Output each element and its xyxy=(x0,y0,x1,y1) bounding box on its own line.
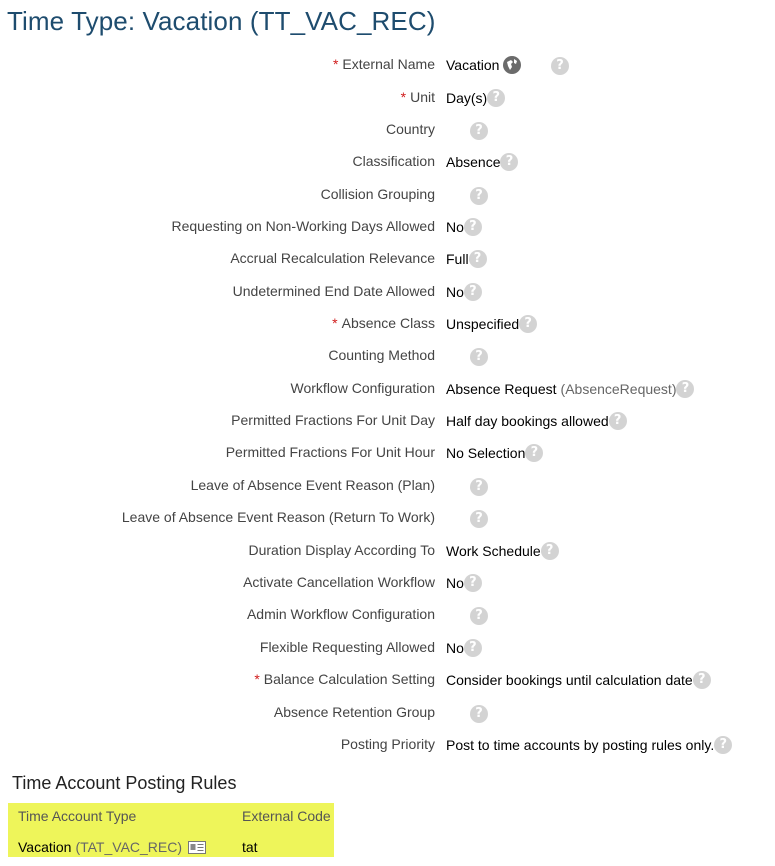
field-label-text: Permitted Fractions For Unit Hour xyxy=(225,444,435,460)
field-label-text: Classification xyxy=(352,153,435,169)
field-value-text: Day(s) xyxy=(446,90,488,106)
field-value-absence-class xyxy=(446,315,537,333)
field-label-leave-of-absence-event-reason-plan xyxy=(191,477,435,493)
column-header-external-code: External Code xyxy=(242,808,331,824)
field-row-unit xyxy=(0,87,775,109)
field-label-external-name xyxy=(333,56,435,72)
field-label-text: Posting Priority xyxy=(340,736,435,752)
column-header-time-account-type: Time Account Type xyxy=(18,808,137,824)
field-label-text: Absence Retention Group xyxy=(273,704,435,720)
field-label-admin-workflow-configuration xyxy=(247,606,435,622)
help-icon[interactable]: ? xyxy=(470,510,488,528)
field-label-text: Counting Method xyxy=(328,347,435,363)
help-icon[interactable]: ? xyxy=(541,542,559,560)
field-value-text: No xyxy=(446,640,464,656)
help-icon[interactable]: ? xyxy=(464,218,482,236)
field-label-accrual-recalculation-relevance xyxy=(230,250,435,266)
field-label-country xyxy=(386,121,435,137)
time-account-type-cell xyxy=(18,839,206,855)
time-account-type-name[interactable]: Vacation xyxy=(18,839,72,855)
field-label-collision-grouping xyxy=(321,186,435,202)
help-icon[interactable]: ? xyxy=(470,607,488,625)
field-label-flexible-requesting-allowed xyxy=(260,639,435,655)
field-label-text: Flexible Requesting Allowed xyxy=(259,639,435,655)
field-row-flexible-requesting-allowed xyxy=(0,637,775,659)
field-value-text: Work Schedule xyxy=(446,543,541,559)
field-label-text: Balance Calculation Setting xyxy=(263,671,435,687)
field-value-activate-cancellation-workflow xyxy=(446,574,482,592)
help-icon[interactable]: ? xyxy=(551,57,569,75)
field-label-text: Requesting on Non-Working Days Allowed xyxy=(171,218,435,234)
help-icon[interactable]: ? xyxy=(470,187,488,205)
field-label-text: Undetermined End Date Allowed xyxy=(232,283,435,299)
field-value-text: Absence Request xyxy=(446,381,557,397)
field-label-text: Permitted Fractions For Unit Day xyxy=(231,412,435,428)
field-label-text: Duration Display According To xyxy=(248,542,435,558)
field-value-text: Full xyxy=(446,251,469,267)
field-row-permitted-fractions-for-unit-hour xyxy=(0,442,775,464)
field-value-text: Consider bookings until calculation date xyxy=(446,672,693,688)
field-value-undetermined-end-date-allowed xyxy=(446,283,482,301)
field-row-absence-class xyxy=(0,313,775,335)
required-marker: * xyxy=(332,56,339,72)
field-value-code: (AbsenceRequest) xyxy=(560,381,677,397)
field-value-classification xyxy=(446,153,518,171)
field-label-permitted-fractions-for-unit-day xyxy=(231,412,435,428)
field-value-duration-display-according-to xyxy=(446,542,559,560)
field-row-leave-of-absence-event-reason-plan xyxy=(0,475,775,497)
field-row-collision-grouping xyxy=(0,184,775,206)
field-label-counting-method xyxy=(328,347,435,363)
field-row-workflow-configuration xyxy=(0,378,775,400)
field-value-flexible-requesting-allowed xyxy=(446,639,482,657)
external-code-cell: tat xyxy=(242,839,258,855)
help-icon[interactable]: ? xyxy=(464,639,482,657)
card-icon[interactable] xyxy=(188,841,206,854)
field-label-text: Leave of Absence Event Reason (Return To Work) xyxy=(121,509,435,525)
field-label-text: Absence Class xyxy=(341,315,435,331)
help-icon[interactable]: ? xyxy=(464,283,482,301)
help-icon[interactable]: ? xyxy=(470,122,488,140)
field-row-requesting-on-non-working-days-allowed xyxy=(0,216,775,238)
posting-rules-table xyxy=(8,803,334,857)
help-icon[interactable]: ? xyxy=(676,380,694,398)
field-label-requesting-on-non-working-days-allowed xyxy=(171,218,435,234)
field-row-permitted-fractions-for-unit-day xyxy=(0,410,775,432)
field-row-posting-priority xyxy=(0,734,775,756)
globe-icon[interactable] xyxy=(503,56,521,74)
page-title: Time Type: Vacation (TT_VAC_REC) xyxy=(7,6,436,36)
field-label-classification xyxy=(353,153,435,169)
required-marker: * xyxy=(400,89,407,105)
field-value-text: No xyxy=(446,575,464,591)
field-value-text: Post to time accounts by posting rules only. xyxy=(446,737,715,753)
field-value-workflow-configuration xyxy=(446,380,694,398)
help-icon[interactable]: ? xyxy=(470,348,488,366)
field-label-text: Admin Workflow Configuration xyxy=(246,606,435,622)
field-label-activate-cancellation-workflow xyxy=(243,574,435,590)
field-label-leave-of-absence-event-reason-return-to-work xyxy=(122,509,435,525)
field-value-unit xyxy=(446,89,505,107)
field-label-duration-display-according-to xyxy=(248,542,435,558)
field-value-text: Half day bookings allowed xyxy=(446,413,609,429)
field-label-text: Country xyxy=(385,121,435,137)
field-label-permitted-fractions-for-unit-hour xyxy=(226,444,435,460)
posting-rules-title: Time Account Posting Rules xyxy=(12,773,237,793)
field-value-external-name xyxy=(446,56,521,74)
field-label-text: Activate Cancellation Workflow xyxy=(243,574,435,590)
field-label-absence-class xyxy=(332,315,435,331)
field-label-text: Workflow Configuration xyxy=(290,380,435,396)
help-icon[interactable]: ? xyxy=(693,671,711,689)
field-label-text: Leave of Absence Event Reason (Plan) xyxy=(190,477,435,493)
field-row-undetermined-end-date-allowed xyxy=(0,281,775,303)
field-label-absence-retention-group xyxy=(274,704,435,720)
field-row-activate-cancellation-workflow xyxy=(0,572,775,594)
help-icon[interactable]: ? xyxy=(714,736,732,754)
help-icon[interactable]: ? xyxy=(519,315,537,333)
field-label-text: Collision Grouping xyxy=(320,186,435,202)
field-value-text: No xyxy=(446,219,464,235)
help-icon[interactable]: ? xyxy=(470,705,488,723)
field-value-permitted-fractions-for-unit-day xyxy=(446,412,627,430)
field-label-text: Accrual Recalculation Relevance xyxy=(230,250,435,266)
field-row-country xyxy=(0,119,775,141)
field-row-classification xyxy=(0,151,775,173)
help-icon[interactable]: ? xyxy=(487,89,505,107)
field-value-permitted-fractions-for-unit-hour xyxy=(446,444,543,462)
help-icon[interactable]: ? xyxy=(500,153,518,171)
time-account-type-code: (TAT_VAC_REC) xyxy=(75,839,183,855)
field-value-requesting-on-non-working-days-allowed xyxy=(446,218,482,236)
field-label-text: Unit xyxy=(410,89,435,105)
field-label-balance-calculation-setting xyxy=(254,671,435,687)
field-label-workflow-configuration xyxy=(291,380,435,396)
help-icon[interactable]: ? xyxy=(609,412,627,430)
help-icon[interactable]: ? xyxy=(469,250,487,268)
field-value-text: Vacation xyxy=(446,57,500,73)
field-label-undetermined-end-date-allowed xyxy=(233,283,435,299)
field-row-leave-of-absence-event-reason-return-to-work xyxy=(0,507,775,529)
field-label-text: External Name xyxy=(342,56,435,72)
required-marker: * xyxy=(254,671,260,687)
field-value-text: Unspecified xyxy=(446,316,520,332)
required-marker: * xyxy=(332,315,338,331)
field-row-duration-display-according-to xyxy=(0,540,775,562)
field-row-external-name xyxy=(0,54,775,76)
field-row-accrual-recalculation-relevance xyxy=(0,248,775,270)
field-value-posting-priority xyxy=(446,736,732,754)
help-icon[interactable]: ? xyxy=(464,574,482,592)
field-label-posting-priority xyxy=(341,736,435,752)
help-icon[interactable]: ? xyxy=(470,478,488,496)
field-row-balance-calculation-setting xyxy=(0,669,775,691)
field-row-admin-workflow-configuration xyxy=(0,604,775,626)
field-row-counting-method xyxy=(0,345,775,367)
field-value-accrual-recalculation-relevance xyxy=(446,250,487,268)
field-value-balance-calculation-setting xyxy=(446,671,711,689)
field-value-text: Absence xyxy=(446,154,501,170)
field-value-text: No xyxy=(446,284,464,300)
field-label-unit xyxy=(401,89,435,105)
help-icon[interactable]: ? xyxy=(525,444,543,462)
field-row-absence-retention-group xyxy=(0,702,775,724)
field-value-text: No Selection xyxy=(446,445,526,461)
